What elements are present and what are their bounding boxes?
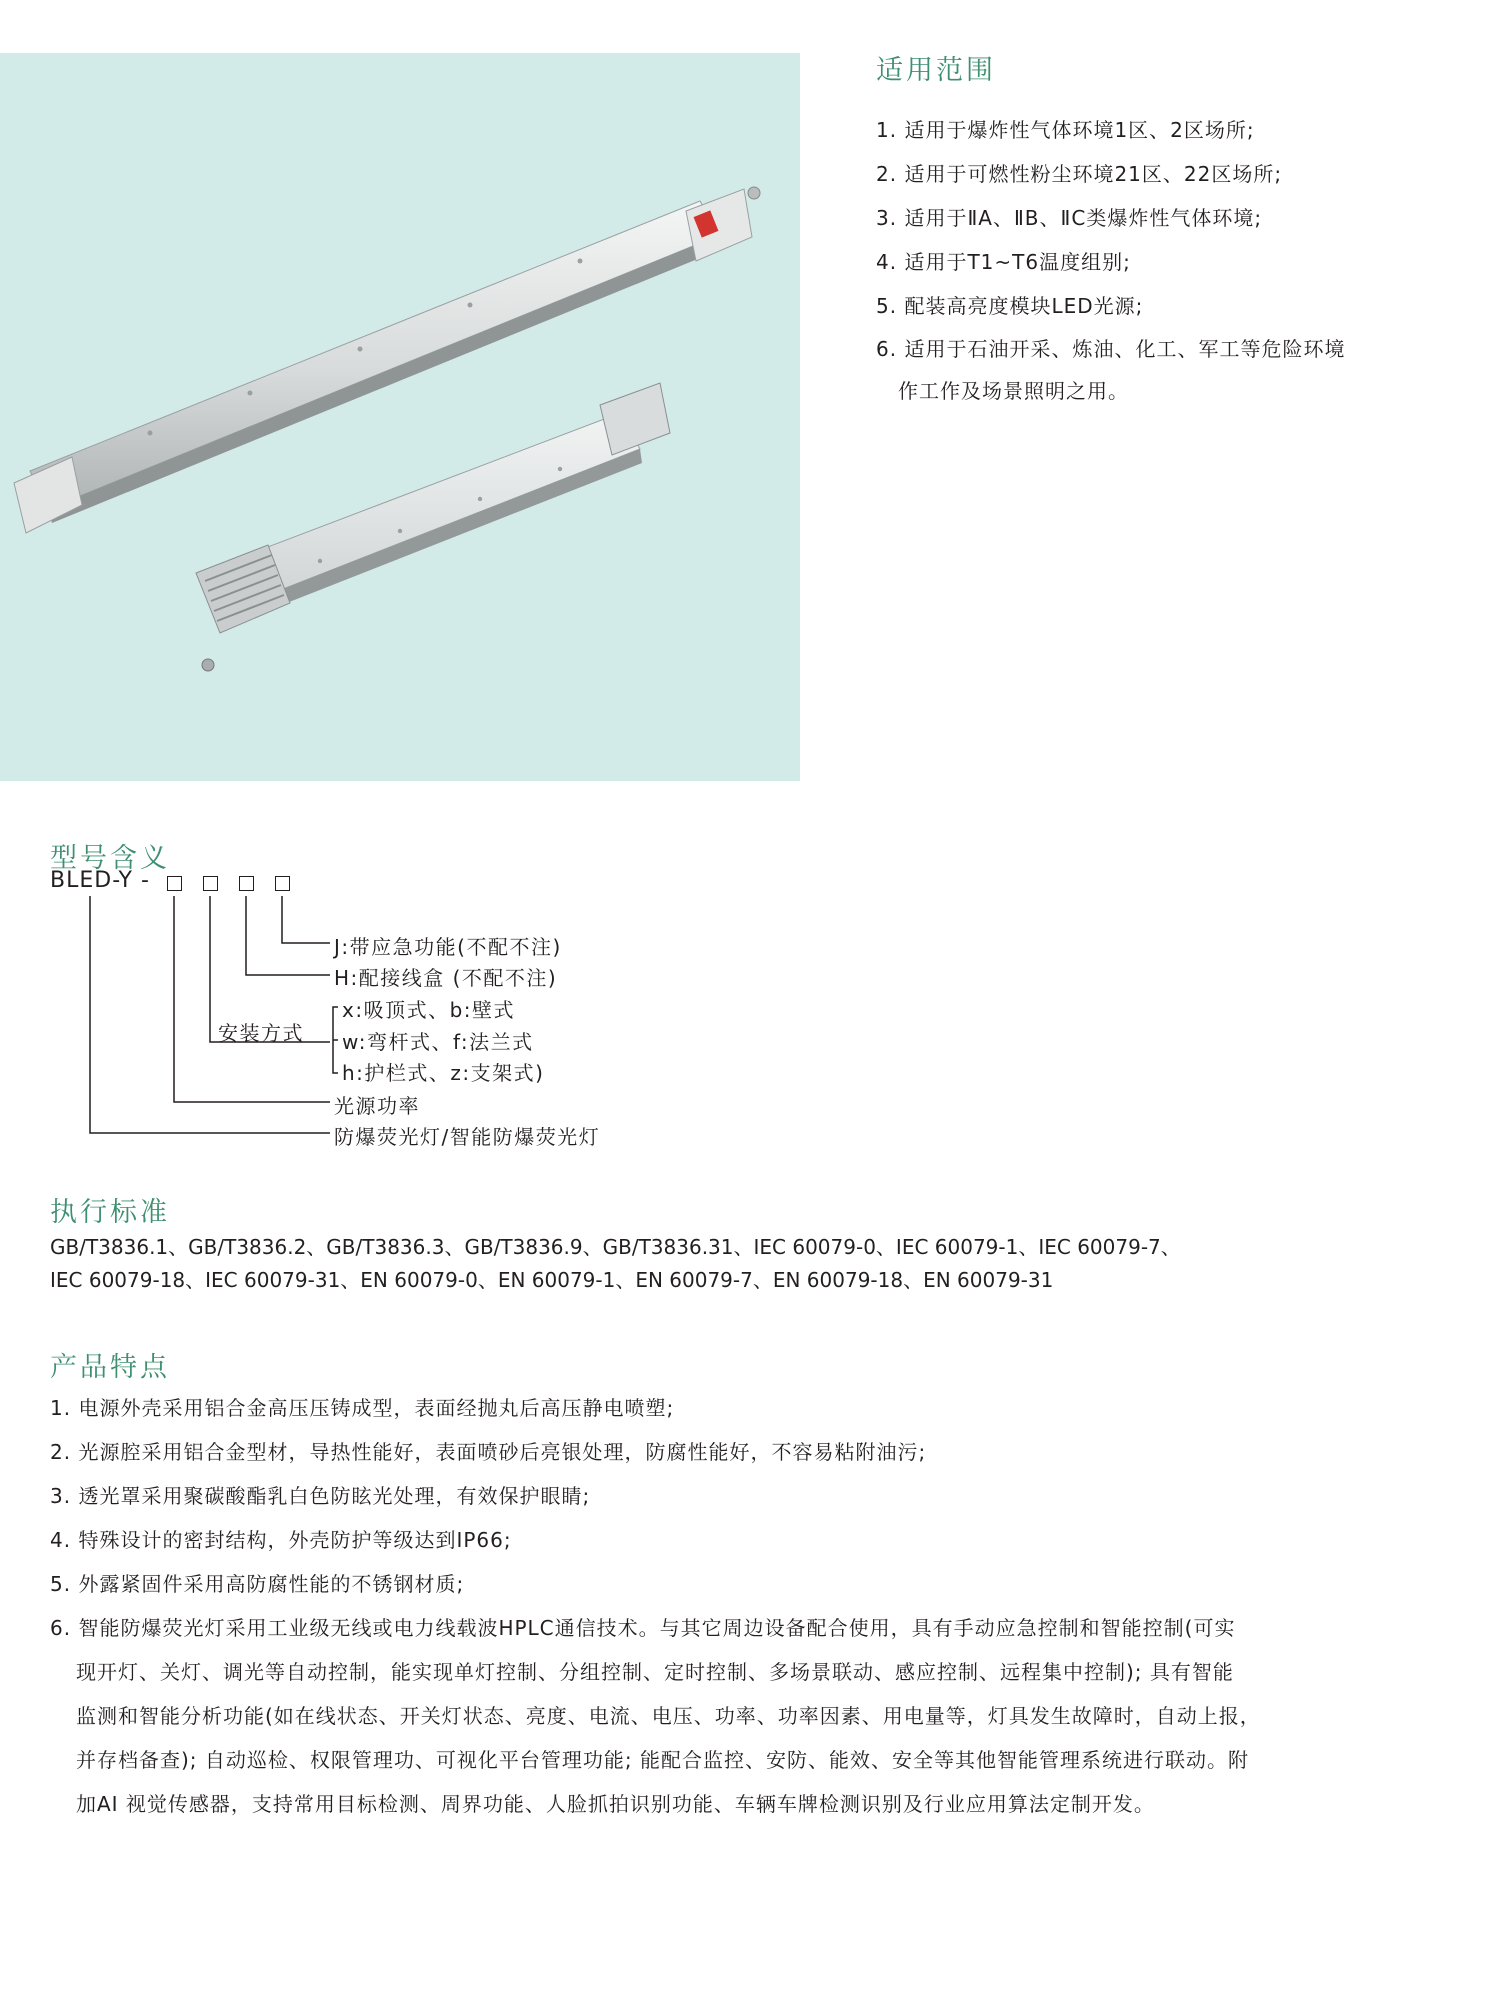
- list-item-line: 加AI 视觉传感器，支持常用目标检测、周界功能、人脸抓拍识别功能、车辆车牌检测识别及行业应用算法定制开发。: [76, 1792, 1155, 1816]
- list-item-line: 并存档备查); 自动巡检、权限管理功、可视化平台管理功能; 能配合监控、安防、能效、安全等其他智能管理系统进行联动。附: [76, 1748, 1249, 1772]
- list-item: 4. 特殊设计的密封结构，外壳防护等级达到IP66;: [50, 1528, 512, 1552]
- features-heading: 产品特点: [50, 1352, 170, 1383]
- list-item: [876, 328, 1345, 412]
- list-item-line: 作工作及场景照明之用。: [898, 379, 1129, 403]
- scope-list: [876, 108, 1345, 412]
- model-install-label: 安装方式: [218, 1021, 304, 1045]
- list-item: 3. 适用于ⅡA、ⅡB、ⅡC类爆炸性气体环境;: [876, 206, 1263, 230]
- list-item: 5. 配装高亮度模块LED光源;: [876, 294, 1144, 318]
- list-item-line: 监测和智能分析功能(如在线状态、开关灯状态、亮度、电流、电压、功率、功率因素、用电量等，灯具发生故障时，自动上报，: [76, 1704, 1261, 1728]
- model-heading: 型号含义: [50, 843, 170, 874]
- model-item-h: H:配接线盒 (不配不注): [334, 966, 558, 990]
- model-item-x: x:吸顶式、b:壁式: [342, 998, 516, 1022]
- product-photo: [0, 53, 800, 781]
- model-code: BLED-Y -: [50, 868, 150, 893]
- model-item-lamp: 防爆荧光灯/智能防爆荧光灯: [334, 1125, 601, 1149]
- scope-heading: 适用范围: [876, 55, 996, 86]
- explosion-proof-lamp-illustration: [0, 53, 800, 781]
- list-item: 1. 电源外壳采用铝合金高压压铸成型，表面经抛丸后高压静电喷塑;: [50, 1396, 675, 1420]
- model-item-w: w:弯杆式、f:法兰式: [342, 1030, 534, 1054]
- standards-line: IEC 60079-18、IEC 60079-31、EN 60079-0、EN 60079-1、EN 60079-7、EN 60079-18、EN 60079-31: [50, 1268, 1054, 1292]
- list-item-line: 6. 适用于石油开采、炼油、化工、军工等危险环境: [876, 337, 1346, 361]
- list-item: 5. 外露紧固件采用高防腐性能的不锈钢材质;: [50, 1572, 465, 1596]
- model-item-hz: h:护栏式、z:支架式): [342, 1061, 545, 1085]
- list-item-line: 现开灯、关灯、调光等自动控制，能实现单灯控制、分组控制、定时控制、多场景联动、感应控制、远程集中控制); 具有智能: [76, 1660, 1234, 1684]
- list-item: 1. 适用于爆炸性气体环境1区、2区场所;: [876, 118, 1255, 142]
- standards-text: [50, 1231, 1181, 1297]
- list-item: 2. 光源腔采用铝合金型材，导热性能好，表面喷砂后亮银处理，防腐性能好，不容易粘附油污;: [50, 1440, 927, 1464]
- large-lamp: [14, 187, 760, 533]
- list-item: 4. 适用于T1~T6温度组别;: [876, 250, 1131, 274]
- list-item-line: 6. 智能防爆荧光灯采用工业级无线或电力线载波HPLC通信技术。与其它周边设备配合使用，具有手动应急控制和智能控制(可实: [50, 1616, 1236, 1640]
- list-item: [50, 1606, 1261, 1826]
- list-item: 3. 透光罩采用聚碳酸酯乳白色防眩光处理，有效保护眼睛;: [50, 1484, 591, 1508]
- standards-line: GB/T3836.1、GB/T3836.2、GB/T3836.3、GB/T3836.9、GB/T3836.31、IEC 60079-0、IEC 60079-1、IEC 60079-7、: [50, 1235, 1181, 1259]
- list-item: 2. 适用于可燃性粉尘环境21区、22区场所;: [876, 162, 1283, 186]
- features-list: [50, 1386, 1261, 1826]
- model-item-j: J:带应急功能(不配不注): [334, 935, 562, 959]
- model-tree-lines: [0, 880, 360, 1150]
- model-item-power: 光源功率: [334, 1094, 420, 1118]
- standards-heading: 执行标准: [50, 1197, 170, 1228]
